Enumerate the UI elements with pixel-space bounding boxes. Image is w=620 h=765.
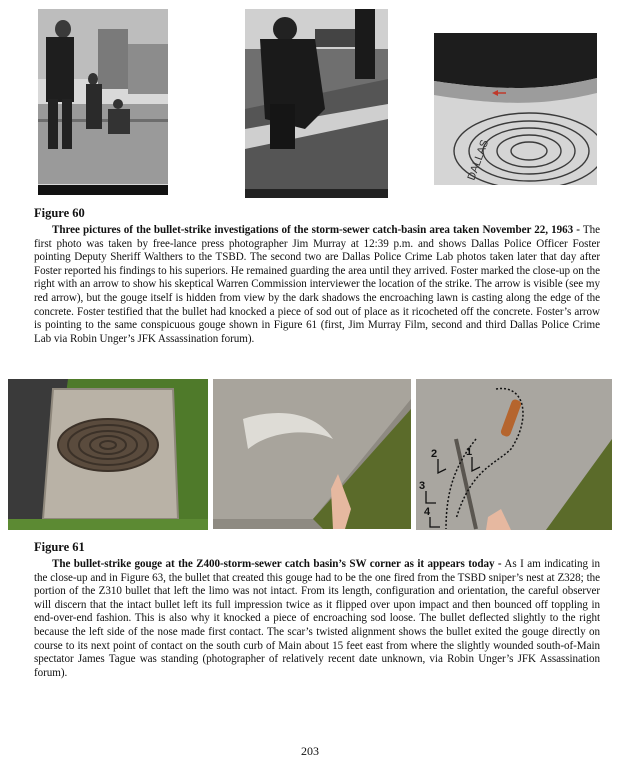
figure61-photo-catch-basin: [8, 379, 208, 530]
manhole-cover-lettering: DALLAS: [465, 138, 492, 183]
figure60-photo-murray: [38, 9, 168, 195]
figure60-caption-bold: Three pictures of the bullet-strike investigations of the storm-sewer catch-basin area taken November 22, 1963 -: [52, 224, 580, 236]
figure61-caption-bold: The bullet-strike gouge at the Z400-storm-sewer catch basin’s SW corner as it appears today -: [52, 558, 502, 570]
page-number: 203: [301, 744, 319, 758]
figure60-caption: [34, 224, 600, 346]
figure61-label: Figure 61: [34, 540, 85, 554]
figure61-caption-text: As I am indicating in the close-up and in Figure 63, the bullet that created this gouge had to be the one fired from the TSBD sniper’s nest at Z328; the portion of the Z310 bullet that left the limo was not intact. From its length, configuration and orientation, the careful observer will discern that the intact bullet left its full impression twice as it flipped over upon impact and then bounced off toppling in end-over-end fashion. This is also why it knocked a piece of encroaching sod loose. The bullet deflected slightly to the right because the left side of the nose made first contact. The scar’s twisted alignment shows the bullet exited the gouge directly on course to its next point of contact on the south curb of Main about 15 feet east from where the slightly wounded south-of-Main spectator James Tague was standing (photographer of relatively recent date unknown, via Robin Unger’s JFK Assassination forum).: [34, 558, 600, 679]
figure61-photo-gouge-annotated: [416, 379, 612, 530]
figure61-caption: [34, 558, 600, 680]
annotation-label-3: 3: [419, 480, 426, 492]
figure60-photo-officer-crouching: [245, 9, 388, 198]
annotation-label-2: 2: [431, 448, 438, 460]
figure61-photo-gouge-corner: [213, 379, 411, 529]
figure60-label: Figure 60: [34, 206, 85, 220]
annotation-label-4: 4: [424, 506, 431, 518]
figure60-caption-text: The first photo was taken by free-lance press photographer Jim Murray at 12:39 p.m. and shows Dallas Police Officer Foster pointing Deputy Sheriff Walthers to the TSBD. The second two are Dallas Police Crime Lab photos taken later that day after Foster reported his findings to his superiors. He remained guarding the area until they arrived. Foster marked the close-up on the right with an arrow to show his skeptical Warren Commission interviewer the location of the strike. The arrow is visible (see my red arrow), but the gouge itself is hidden from view by the dark shadows the encroaching lawn is casting along the edge of the concrete. Foster testified that the bullet had knocked a piece of sod out of place as it ricocheted off the concrete. Foster’s arrow is pointing to the same conspicuous gouge shown in Figure 61 (first, Jim Murray Film, second and third Dallas Police Crime Lab via Robin Unger’s JFK Assassination forum).: [34, 224, 601, 345]
figure60-photo-catch-basin-closeup: [434, 33, 597, 185]
annotation-label-1: 1: [466, 446, 473, 458]
